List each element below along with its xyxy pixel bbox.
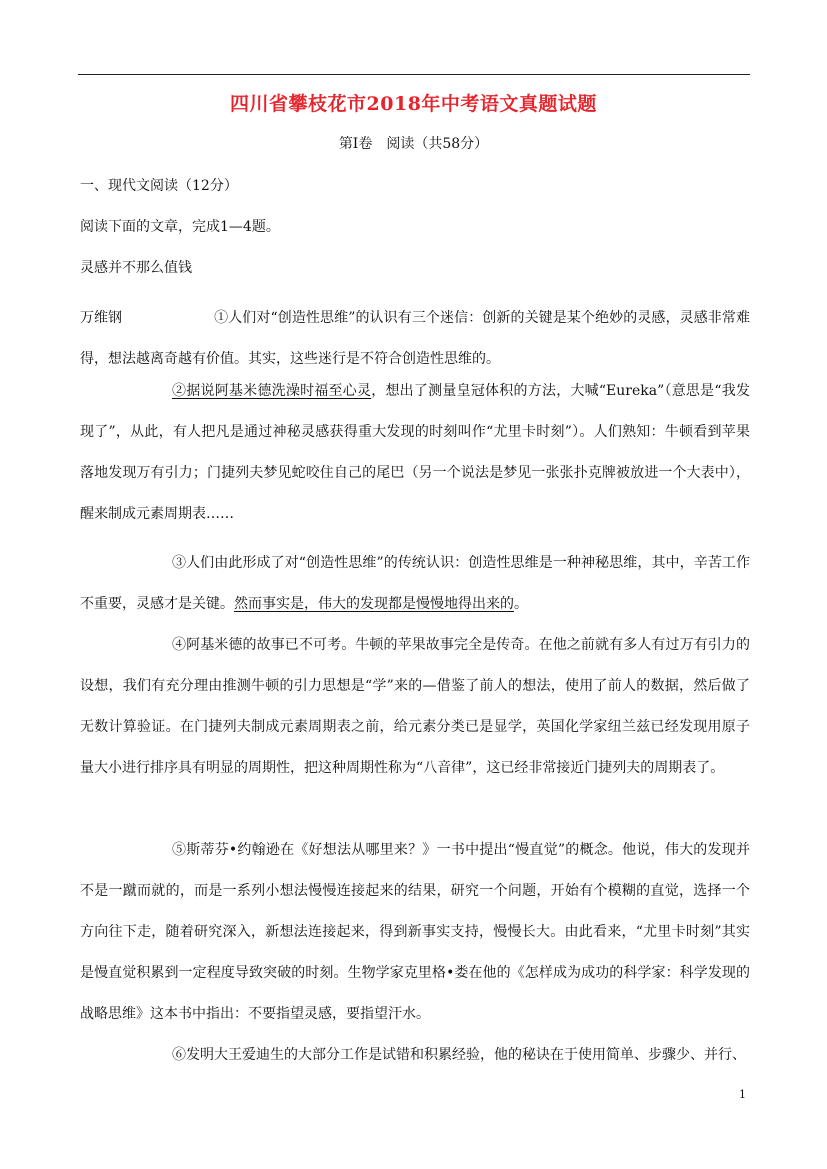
instruction-text: 阅读下面的文章，完成1—4题。 [80,219,280,235]
paragraph-1 [80,298,750,380]
article-title: 灵感并不那么值钱 [80,260,192,276]
section-heading: 一、现代文阅读（12分） [80,178,238,194]
paragraph-3-end: 。 [514,596,528,612]
paragraph-4: ④阿基米德的故事已不可考。牛顿的苹果故事完全是传奇。在他之前就有多人有过万有引力的设想，我们有充分理由推测牛顿的引力思想是“学”来的—借鉴了前人的想法，使用了前人的数据，然后做了无数计算验证。在门捷列夫制成元素周期表之前，给元素分类已是显学，英国化学家纽兰兹已经发现用原子量大小进行排序具有明显的周期性，把这种周期性称为“八音律”，这已经非常接近门捷列夫的周期表了。 [80,637,750,776]
paragraph-6: ⑥发明大王爱迪生的大部分工作是试错和积累经验，他的秘诀在于使用简单、步骤少、并行、 [172,1047,746,1063]
paragraph-1-text: ①人们对“创造性思维”的认识有三个迷信：创新的关键是某个绝妙的灵感，灵感非常难得，想法越离奇越有价值。其实，这些迷行是不符合创造性思维的。 [80,310,750,367]
part-subtitle: 第Ⅰ卷 阅读（共58分） [338,136,489,152]
paragraph-2-underlined: ②据说阿基米德洗澡时福至心灵 [172,383,372,399]
paragraph-3-text: ③人们由此形成了对“创造性思维”的传统认识：创造性思维是一种神秘思维，其中，辛苦工作不重要，灵感才是关键。 [80,555,750,612]
page-number: 1 [739,1088,746,1101]
header-rule [78,74,750,75]
article-author: 万维钢 [80,310,122,326]
document-title: 四川省攀枝花市2018年中考语文真题试题 [230,93,597,115]
paragraph-2 [80,371,750,535]
paragraph-3 [80,543,750,625]
paragraph-5: ⑤斯蒂芬•约翰逊在《好想法从哪里来？》一书中提出“慢直觉”的概念。他说，伟大的发现并不是一蹴而就的，而是一系列小想法慢慢连接起来的结果，研究一个问题，开始有个模糊的直觉，选择一个方向往下走，随着研究深入，新想法连接起来，得到新事实支持，慢慢长大。由此看来，“尤里卡时刻”其实是慢直觉积累到一定程度导致突破的时刻。生物学家克里格•娄在他的《怎样成为成功的科学家：科学发现的战略思维》这本书中指出：不要指望灵感，要指望汗水。 [80,842,750,1022]
paragraph-2-text: ，想出了测量皇冠体积的方法，大喊“Eureka”（意思是“我发现了”，从此，有人把凡是通过神秘灵感获得重大发现的时刻叫作“尤里卡时刻”）。人们熟知：牛顿看到苹果落地发现万有引力；门捷列夫梦见蛇咬住自己的尾巴（另一个说法是梦见一张张扑克牌被放进一个大表中），醒来制成元素周期表…… [80,383,751,522]
paragraph-3-underlined: 然而事实是，伟大的发现都是慢慢地得出来的 [234,596,514,612]
